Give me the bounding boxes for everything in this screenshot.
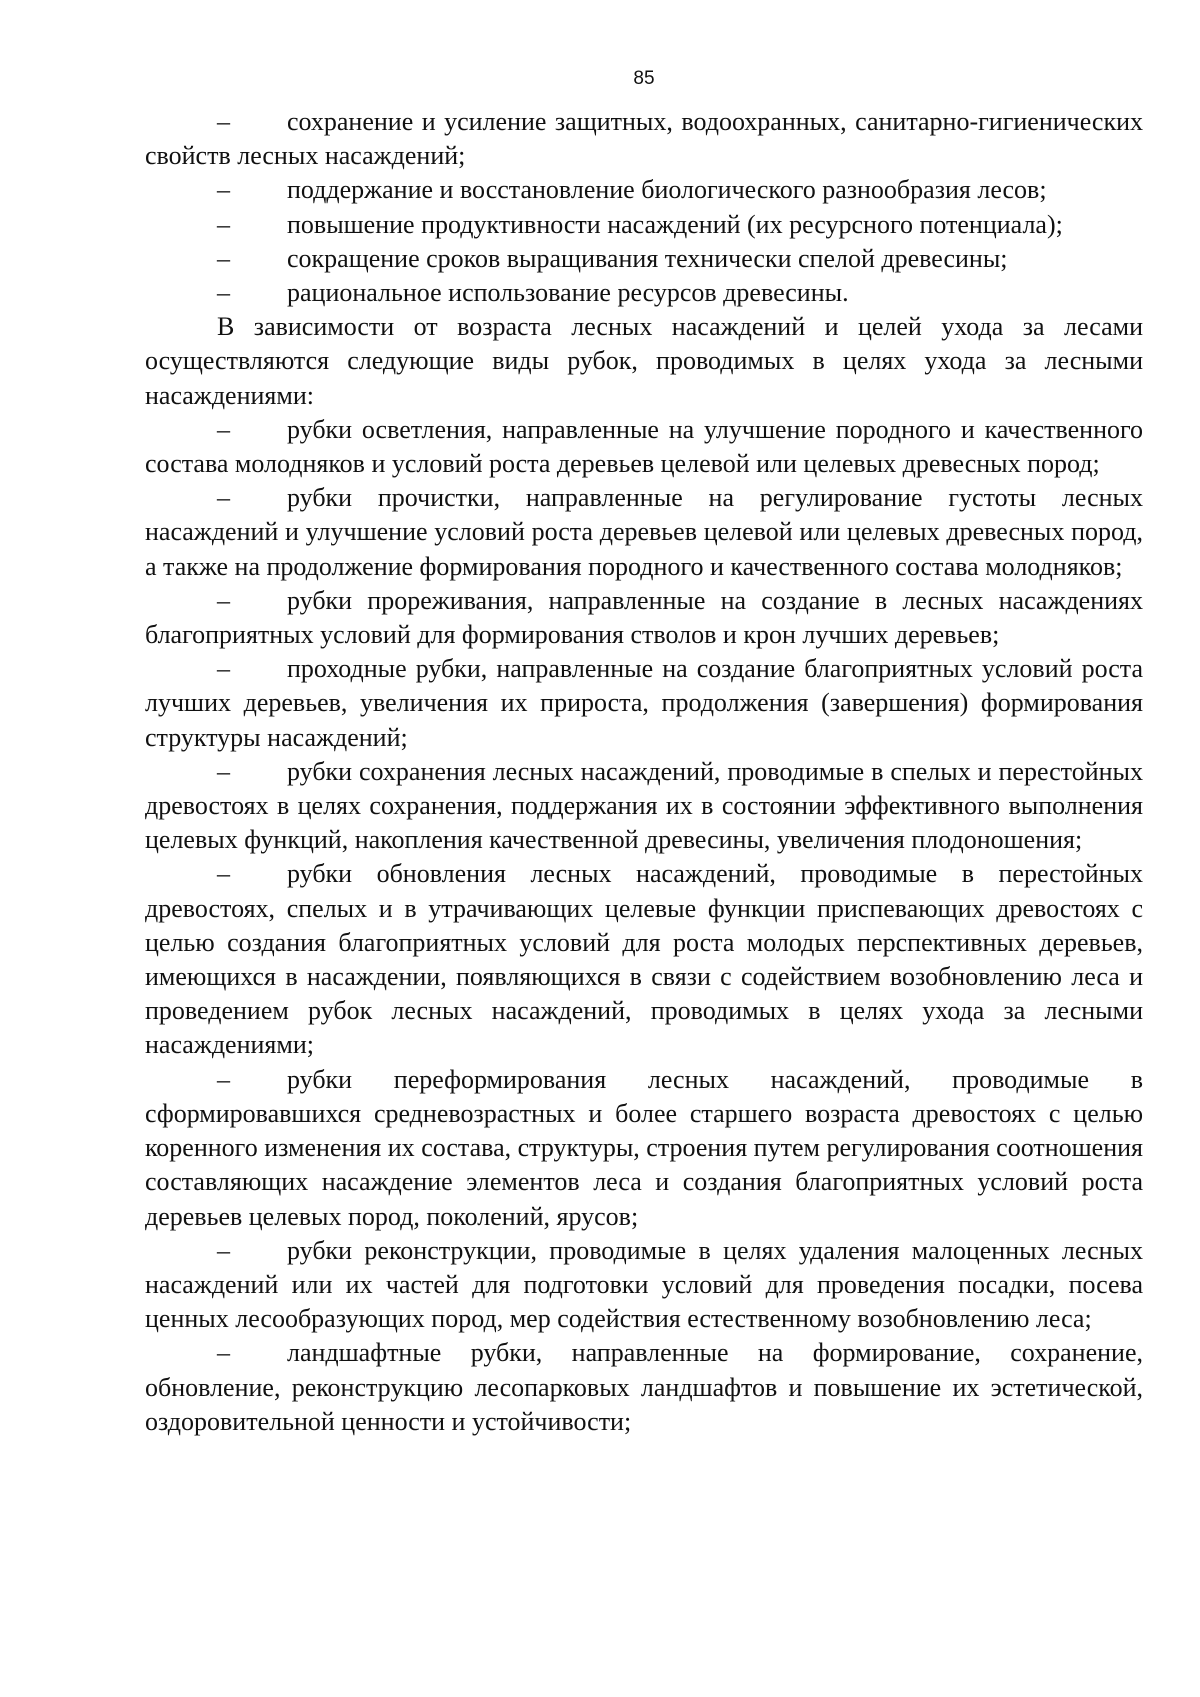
list-item	[145, 276, 1143, 310]
list-dash: –	[217, 175, 230, 205]
list-dash: –	[217, 1064, 230, 1094]
list-dash: –	[217, 107, 230, 136]
list-dash: –	[217, 585, 230, 615]
list-dash: –	[217, 859, 230, 889]
list-item	[145, 413, 1143, 481]
list-item-text: сокращение сроков выращивания технически спелой древесины;	[287, 243, 1008, 273]
list-item-text: рубки реконструкции, проводимые в целях удаления малоценных лесных насаждений или их частей для подготовки условий для проведения посадки, посева ценных лесообразующих пород, мер содействия естественному возобновлению леса;	[145, 1235, 1143, 1334]
list-dash: –	[217, 278, 230, 308]
list-item-text: рубки осветления, направленные на улучшение породного и качественного состава молодняков и условий роста деревьев целевой или целевых древесных пород;	[145, 414, 1143, 479]
list-item	[145, 242, 1143, 276]
list-dash: –	[217, 654, 230, 684]
list-item-text: рубки прореживания, направленные на создание в лесных насаждениях благоприятных условий для формирования стволов и крон лучших деревьев;	[145, 585, 1143, 650]
list-item-text: повышение продуктивности насаждений (их ресурсного потенциала);	[287, 209, 1063, 239]
list-dash: –	[217, 414, 230, 444]
list-item-text: рубки обновления лесных насаждений, проводимые в перестойных древостоях, спелых и в утрачивающих целевые функции приспевающих древостоях с целью создания благоприятных условий для роста молодых перспективных деревьев, имеющихся в насаждении, появляющихся в связи с содействием возобновлению леса и проведением рубок лесных насаждений, проводимых в целях ухода за лесными насаждениями;	[145, 859, 1143, 1060]
list-dash: –	[217, 1235, 230, 1265]
list-item	[145, 105, 1143, 173]
list-item	[145, 584, 1143, 652]
list-item-text: рубки прочистки, направленные на регулирование густоты лесных насаждений и улучшение условий роста деревьев целевой или целевых древесных пород, а также на продолжение формирования породного и качественного состава молодняков;	[145, 483, 1143, 581]
list-item	[145, 1234, 1143, 1337]
list-dash: –	[217, 1338, 230, 1368]
document-body	[145, 105, 1143, 1439]
body-paragraph: В зависимости от возраста лесных насаждений и целей ухода за лесами осуществляются следующие виды рубок, проводимых в целях ухода за лесными насаждениями:	[145, 312, 1143, 410]
list-item-text: проходные рубки, направленные на создание благоприятных условий роста лучших деревьев, увеличения их прироста, продолжения (завершения) формирования структуры насаждений;	[145, 654, 1143, 752]
list-item	[145, 1336, 1143, 1439]
list-item	[145, 481, 1143, 584]
list-item	[145, 1063, 1143, 1234]
list-dash: –	[217, 243, 230, 273]
list-item-text: ландшафтные рубки, направленные на формирование, сохранение, обновление, реконструкцию лесопарковых ландшафтов и повышение их эстетической, оздоровительной ценности и устойчивости;	[145, 1338, 1143, 1436]
list-item	[145, 755, 1143, 858]
list-dash: –	[217, 483, 230, 513]
list-item-text: поддержание и восстановление биологического разнообразия лесов;	[287, 175, 1047, 205]
list-item-text: сохранение и усиление защитных, водоохранных, санитарно-гигиенических свойств лесных насаждений;	[145, 107, 1143, 171]
list-item	[145, 173, 1143, 207]
list-dash: –	[217, 209, 230, 239]
document-page	[145, 68, 1143, 1439]
list-item-text: рубки переформирования лесных насаждений, проводимые в сформировавшихся средневозрастных и более старшего возраста древостоях с целью коренного изменения их состава, структуры, строения путем регулирования соотношения составляющих насаждение элементов леса и создания благоприятных условий роста деревьев целевых пород, поколений, ярусов;	[145, 1064, 1143, 1231]
list-item	[145, 652, 1143, 755]
list-dash: –	[217, 756, 230, 786]
list-item-text: рациональное использование ресурсов древесины.	[287, 278, 849, 308]
page-number: 85	[633, 68, 655, 89]
list-item	[145, 208, 1143, 242]
list-item	[145, 857, 1143, 1062]
list-item-text: рубки сохранения лесных насаждений, проводимые в спелых и перестойных древостоях в целях сохранения, поддержания их в состоянии эффективного выполнения целевых функций, накопления качественной древесины, увеличения плодоношения;	[145, 756, 1143, 855]
